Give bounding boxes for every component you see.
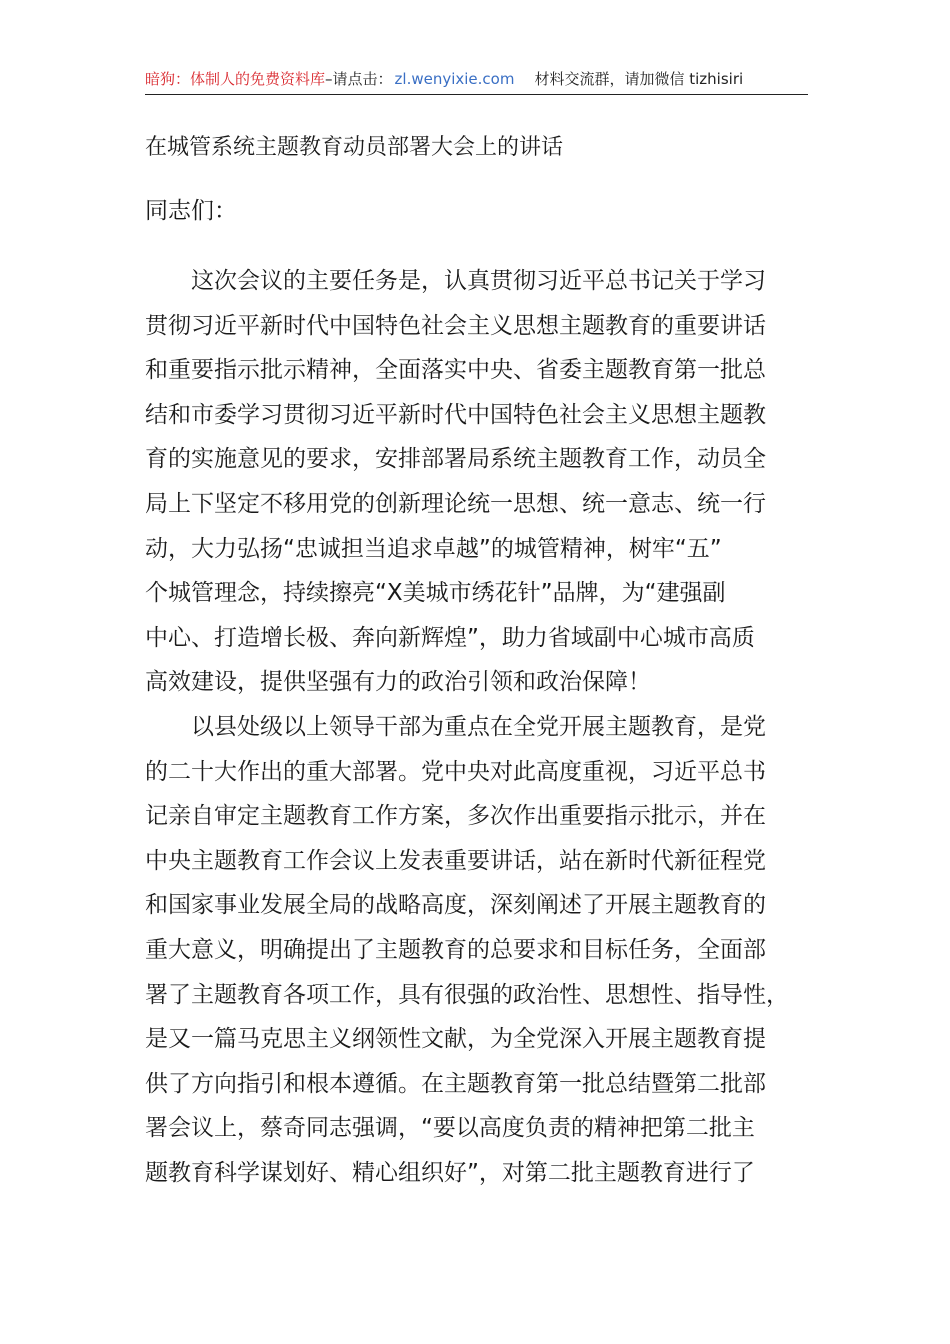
paragraph-line: 的二十大作出的重大部署。党中央对此高度重视，习近平总书 — [145, 758, 766, 785]
paragraph-line: 贯彻习近平新时代中国特色社会主义思想主题教育的重要讲话 — [145, 312, 766, 339]
salutation: 同志们： — [145, 198, 237, 224]
speech-body — [145, 264, 815, 1200]
paragraph-line: 和国家事业发展全局的战略高度，深刻阐述了开展主题教育的 — [145, 892, 766, 919]
paragraph-line: 育的实施意见的要求，安排部署局系统主题教育工作，动员全 — [145, 446, 766, 473]
paragraph-line: 重大意义，明确提出了主题教育的总要求和目标任务，全面部 — [145, 936, 766, 963]
header-wechat-note: 材料交流群，请加微信 tizhisiri — [534, 70, 744, 88]
paragraph-line: 动，大力弘扬“忠诚担当追求卓越”的城管精神，树牢“五” — [145, 535, 722, 562]
header-link[interactable]: zl.wenyixie.com — [394, 70, 515, 88]
header-prompt: –请点击： — [325, 70, 393, 88]
paragraph-line: 局上下坚定不移用党的创新理论统一思想、统一意志、统一行 — [145, 490, 766, 517]
paragraph-line: 结和市委学习贯彻习近平新时代中国特色社会主义思想主题教 — [145, 401, 766, 428]
paragraph-line: 题教育科学谋划好、精心组织好”，对第二批主题教育进行了 — [145, 1159, 755, 1186]
paragraph-line: 中心、打造增长极、奔向新辉煌”，助力省域副中心城市高质 — [145, 624, 755, 651]
page-header — [145, 68, 808, 95]
paragraph-line: 高效建设，提供坚强有力的政治引领和政治保障！ — [145, 669, 651, 696]
paragraph-line: 记亲自审定主题教育工作方案，多次作出重要指示批示，并在 — [145, 803, 766, 830]
paragraph-line: 以县处级以上领导干部为重点在全党开展主题教育，是党 — [191, 713, 766, 740]
paragraph-line: 署了主题教育各项工作，具有很强的政治性、思想性、指导性， — [145, 981, 789, 1008]
paragraph-line: 供了方向指引和根本遵循。在主题教育第一批总结暨第二批部 — [145, 1070, 766, 1097]
paragraph-line: 是又一篇马克思主义纲领性文献，为全党深入开展主题教育提 — [145, 1026, 766, 1053]
paragraph-line: 和重要指示批示精神，全面落实中央、省委主题教育第一批总 — [145, 357, 766, 384]
paragraph-line: 署会议上，蔡奇同志强调，“要以高度负责的精神把第二批主 — [145, 1115, 755, 1142]
document-title: 在城管系统主题教育动员部署大会上的讲话 — [145, 135, 564, 160]
header-brand: 暗狗：体制人的免费资料库 — [145, 70, 326, 88]
paragraph-line: 中央主题教育工作会议上发表重要讲话，站在新时代新征程党 — [145, 847, 766, 874]
paragraph-line: 这次会议的主要任务是，认真贯彻习近平总书记关于学习 — [191, 268, 766, 294]
paragraph-line: 个城管理念，持续擦亮“X美城市绣花针”品牌，为“建强副 — [145, 580, 726, 607]
